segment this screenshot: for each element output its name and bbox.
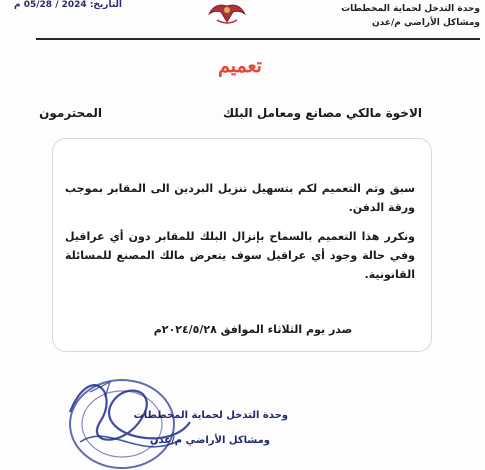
organization-name: وحدة التدخل لحماية المخططات bbox=[341, 4, 480, 14]
addressee-line: الاخوة مالكي مصانع ومعامل البلك bbox=[223, 106, 422, 120]
body-paragraph-2: ونكرر هذا التعميم بالسماح بإنزال البلك للمقابر دون أي عراقيل وفي حالة وجود أي عراقيل سوف يتعرض مالك المصنع للمسائلة القانونية. bbox=[65, 230, 415, 281]
document-title: تعميم bbox=[218, 55, 262, 77]
issued-date-line: صدر يوم الثلاثاء الموافق ٢٠٢٤/٥/٢٨م bbox=[153, 323, 353, 336]
eagle-emblem-icon bbox=[205, 0, 249, 26]
addressee-honorific: المحترمون bbox=[39, 106, 102, 120]
stamp-org-line-1: وحدة التدخل لحماية المخططات bbox=[133, 410, 288, 421]
header-divider bbox=[36, 38, 480, 40]
document-date: التاريخ: 2024 / 05/28 م bbox=[14, 0, 122, 10]
body-paragraph-1: سبق وتم التعميم لكم بتسهيل تنزيل البردين الى المقابر بموجب ورقة الدفن. bbox=[65, 182, 415, 214]
circular-body-box bbox=[52, 138, 432, 352]
stamp-org-line-2: ومشاكل الأراضي م/عدن bbox=[149, 435, 270, 446]
organization-subname: ومشاكل الأراضي م/عدن bbox=[371, 18, 480, 28]
